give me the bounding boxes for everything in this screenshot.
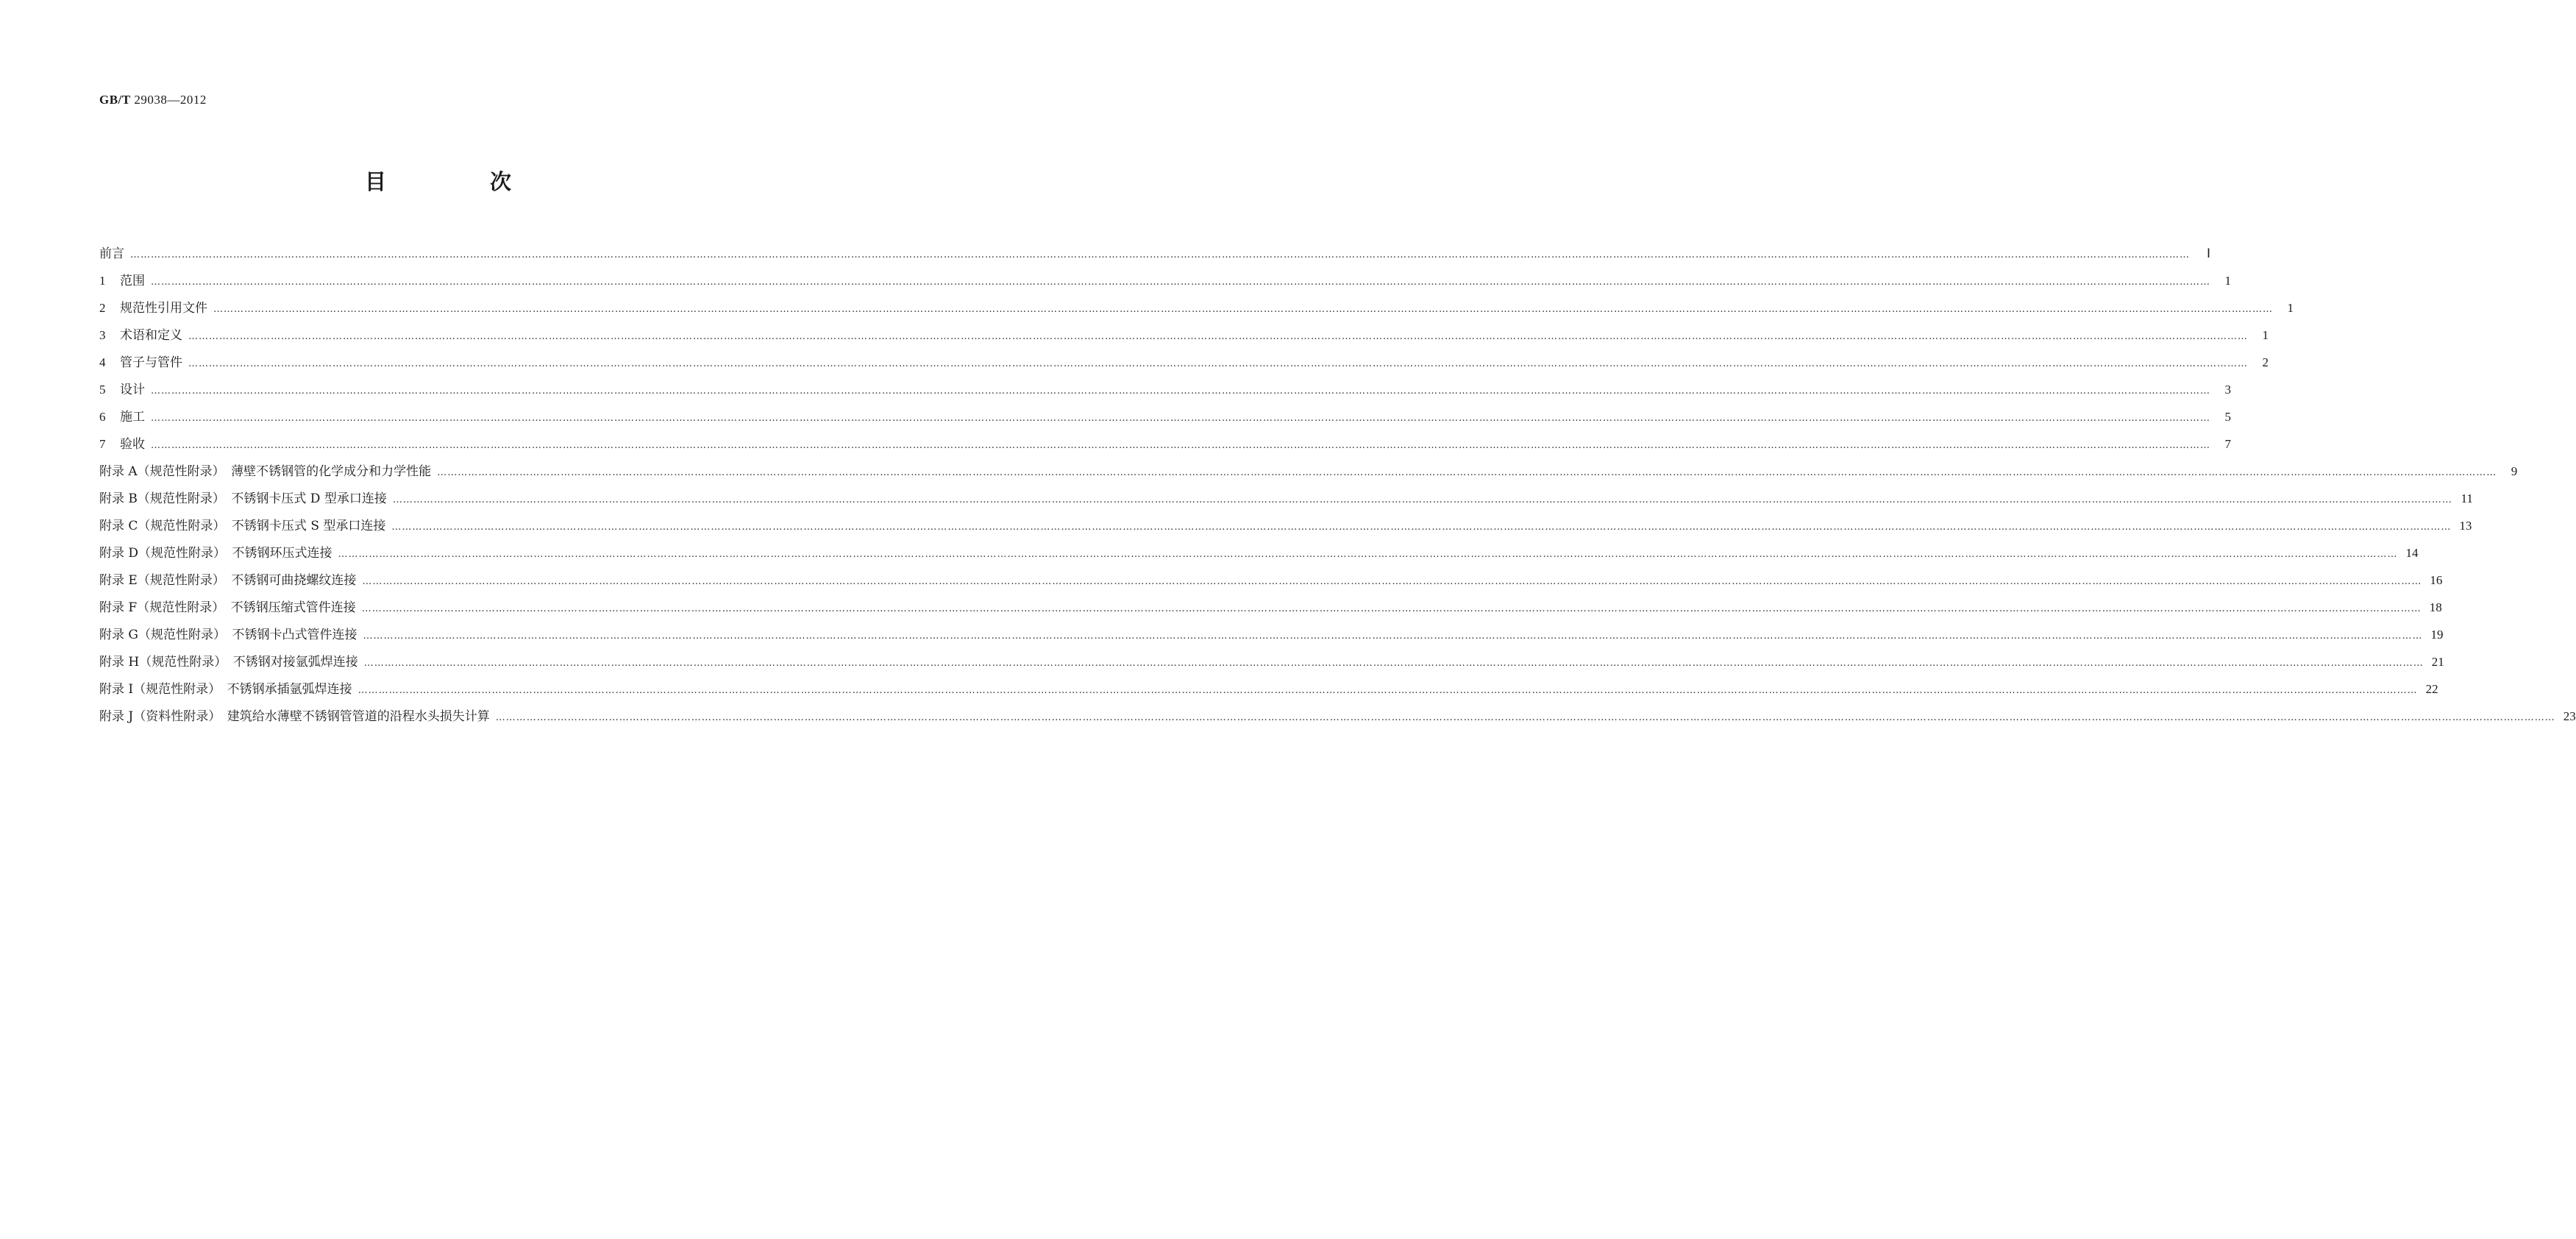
toc-entry-page: 13 — [2459, 519, 2472, 533]
toc-entry-page: 1 — [2287, 301, 2294, 315]
toc-entry-label — [99, 513, 391, 540]
toc-entry-title: 附录 E（规范性附录） 不锈钢可曲挠螺纹连接 — [99, 573, 357, 588]
toc-entry-number: 2 — [99, 301, 106, 315]
toc-entry-label — [99, 322, 188, 349]
toc-entry-label — [99, 430, 151, 458]
toc-entry-title: 管子与管件 — [120, 355, 182, 370]
toc-entry[interactable] — [99, 648, 2444, 675]
toc-entry[interactable] — [99, 567, 2443, 594]
toc-dot-leader: …………………………………………………………………………………………………………………………………………………………………………………………………………………………………………………………………………………………………………………………………………………………………………………………………………………………………………………………………………………………………………………………………………………… — [338, 549, 2398, 560]
toc-dot-leader: …………………………………………………………………………………………………………………………………………………………………………………………………………………………………………………………………………………………………………………………………………………………………………………………………………………………………………………………………………………………………………………………………………………… — [357, 685, 2418, 696]
toc-entry-page: 3 — [2224, 383, 2231, 397]
toc-entry-label — [99, 567, 362, 594]
toc-entry[interactable] — [99, 512, 2472, 539]
toc-dot-leader: …………………………………………………………………………………………………………………………………………………………………………………………………………………………………………………………………………………………………………………………………………………………………………………………………………………………………………………………………………………………………………………………………………………… — [151, 386, 2210, 397]
toc-entry-page: 23 — [2563, 709, 2576, 723]
toc-entry-page: Ⅰ — [2206, 246, 2210, 260]
toc-entry-label — [99, 594, 362, 622]
toc-entry[interactable] — [99, 430, 2231, 458]
toc-entry-page: 11 — [2461, 491, 2473, 505]
toc-entry-page: 5 — [2224, 410, 2231, 424]
toc-entry-label — [99, 622, 363, 649]
toc-entry-page: 9 — [2511, 464, 2518, 478]
toc-entry-page: 22 — [2425, 682, 2438, 696]
toc-entry-number: 6 — [99, 410, 106, 424]
toc-entry[interactable] — [99, 267, 2231, 294]
toc-entry-title: 附录 H（规范性附录） 不锈钢对接氩弧焊连接 — [99, 655, 358, 670]
toc-entry[interactable] — [99, 675, 2438, 703]
toc-entry-page: 1 — [2224, 274, 2231, 288]
standard-number — [99, 93, 207, 107]
toc-entry-title: 附录 I（规范性附录） 不锈钢承插氩弧焊连接 — [99, 682, 352, 697]
toc-dot-leader: …………………………………………………………………………………………………………………………………………………………………………………………………………………………………………………………………………………………………………………………………………………………………………………………………………………………………………………………………………………………………………………………………………………… — [361, 603, 2422, 614]
toc-entry-page: 19 — [2430, 628, 2444, 642]
toc-entry-number: 3 — [99, 328, 106, 342]
toc-entry-title: 范围 — [120, 274, 145, 288]
toc-entry[interactable] — [99, 539, 2419, 567]
toc-entry-title: 附录 D（规范性附录） 不锈钢环压式连接 — [99, 546, 332, 561]
toc-entry-title: 术语和定义 — [120, 328, 182, 343]
toc-entry-title: 前言 — [99, 246, 124, 261]
toc-dot-leader: …………………………………………………………………………………………………………………………………………………………………………………………………………………………………………………………………………………………………………………………………………………………………………………………………………………………………………………………………………………………………………………………………………………… — [213, 304, 2273, 315]
toc-entry-label — [99, 349, 188, 377]
toc-entry-title: 附录 G（规范性附录） 不锈钢卡凸式管件连接 — [99, 628, 357, 642]
toc-entry-title: 附录 A（规范性附录） 薄壁不锈钢管的化学成分和力学性能 — [99, 464, 432, 479]
toc-entry-page: 16 — [2430, 573, 2443, 587]
toc-dot-leader: …………………………………………………………………………………………………………………………………………………………………………………………………………………………………………………………………………………………………………………………………………………………………………………………………………………………………………………………………………………………………………………………………………………… — [151, 413, 2210, 424]
toc-dot-leader: …………………………………………………………………………………………………………………………………………………………………………………………………………………………………………………………………………………………………………………………………………………………………………………………………………………………………………………………………………………………………………………………………………………… — [392, 494, 2452, 505]
toc-entry-label — [99, 540, 338, 567]
toc-dot-leader: …………………………………………………………………………………………………………………………………………………………………………………………………………………………………………………………………………………………………………………………………………………………………………………………………………………………………………………………………………………………………………………………………………………… — [151, 440, 2210, 451]
standard-prefix: GB/T — [99, 93, 131, 107]
toc-entry-title: 附录 F（规范性附录） 不锈钢压缩式管件连接 — [99, 600, 356, 615]
table-of-contents — [99, 240, 2576, 730]
toc-entry-label — [99, 294, 213, 322]
toc-entry[interactable] — [99, 349, 2269, 376]
toc-entry-label — [99, 676, 358, 703]
toc-entry[interactable] — [99, 403, 2231, 430]
standard-code: 29038—2012 — [134, 93, 207, 107]
toc-entry-label — [99, 267, 151, 295]
page-title: 目 次 — [364, 169, 552, 194]
toc-dot-leader: …………………………………………………………………………………………………………………………………………………………………………………………………………………………………………………………………………………………………………………………………………………………………………………………………………………………………………………………………………………………………………………………………………………… — [188, 358, 2248, 369]
toc-entry-label — [99, 403, 151, 431]
toc-entry[interactable] — [99, 376, 2231, 403]
toc-entry-number: 5 — [99, 383, 106, 397]
toc-entry[interactable] — [99, 240, 2210, 267]
toc-entry-page: 1 — [2262, 328, 2269, 342]
toc-dot-leader: …………………………………………………………………………………………………………………………………………………………………………………………………………………………………………………………………………………………………………………………………………………………………………………………………………………………………………………………………………………………………………………………………………………… — [391, 522, 2452, 533]
toc-entry[interactable] — [99, 485, 2473, 512]
toc-entry-page: 7 — [2224, 437, 2231, 451]
toc-entry-title: 规范性引用文件 — [120, 301, 207, 316]
toc-entry-title: 施工 — [120, 410, 145, 425]
toc-dot-leader: …………………………………………………………………………………………………………………………………………………………………………………………………………………………………………………………………………………………………………………………………………………………………………………………………………………………………………………………………………………………………………………………………………………… — [495, 712, 2555, 723]
toc-entry-label — [99, 241, 130, 268]
toc-entry-title: 附录 B（规范性附录） 不锈钢卡压式 D 型承口连接 — [99, 491, 387, 506]
toc-dot-leader: …………………………………………………………………………………………………………………………………………………………………………………………………………………………………………………………………………………………………………………………………………………………………………………………………………………………………………………………………………………………………………………………………………………… — [363, 658, 2424, 669]
toc-entry-title: 附录 J（资料性附录） 建筑给水薄壁不锈钢管管道的沿程水头损失计算 — [99, 709, 490, 724]
toc-entry-page: 18 — [2429, 600, 2442, 614]
toc-dot-leader: …………………………………………………………………………………………………………………………………………………………………………………………………………………………………………………………………………………………………………………………………………………………………………………………………………………………………………………………………………………………………………………………………………………… — [188, 331, 2248, 342]
toc-entry[interactable] — [99, 621, 2444, 648]
toc-entry-title: 设计 — [120, 383, 145, 397]
toc-entry[interactable] — [99, 458, 2518, 485]
toc-entry-label — [99, 649, 364, 676]
toc-entry[interactable] — [99, 322, 2269, 349]
toc-entry[interactable] — [99, 294, 2294, 322]
toc-entry-label — [99, 376, 151, 404]
toc-entry[interactable] — [99, 703, 2576, 730]
toc-entry-number: 1 — [99, 274, 106, 288]
toc-dot-leader: …………………………………………………………………………………………………………………………………………………………………………………………………………………………………………………………………………………………………………………………………………………………………………………………………………………………………………………………………………………………………………………………………………………… — [362, 576, 2422, 587]
toc-entry-label — [99, 458, 437, 486]
toc-dot-leader: …………………………………………………………………………………………………………………………………………………………………………………………………………………………………………………………………………………………………………………………………………………………………………………………………………………………………………………………………………………………………………………………………………………… — [130, 249, 2190, 260]
toc-dot-leader: …………………………………………………………………………………………………………………………………………………………………………………………………………………………………………………………………………………………………………………………………………………………………………………………………………………………………………………………………………………………………………………………………………………… — [437, 467, 2497, 478]
toc-entry-page: 21 — [2431, 655, 2444, 669]
toc-entry-number: 4 — [99, 355, 106, 369]
toc-entry-label — [99, 703, 496, 731]
toc-entry-page: 2 — [2262, 355, 2269, 369]
toc-entry-title: 附录 C（规范性附录） 不锈钢卡压式 S 型承口连接 — [99, 519, 386, 533]
toc-entry-number: 7 — [99, 437, 106, 451]
toc-dot-leader: …………………………………………………………………………………………………………………………………………………………………………………………………………………………………………………………………………………………………………………………………………………………………………………………………………………………………………………………………………………………………………………………………………………… — [151, 277, 2210, 288]
toc-dot-leader: …………………………………………………………………………………………………………………………………………………………………………………………………………………………………………………………………………………………………………………………………………………………………………………………………………………………………………………………………………………………………………………………………………………… — [363, 631, 2423, 642]
toc-entry-title: 验收 — [120, 437, 145, 452]
toc-entry[interactable] — [99, 594, 2442, 621]
toc-entry-label — [99, 486, 393, 513]
toc-entry-page: 14 — [2405, 546, 2419, 560]
